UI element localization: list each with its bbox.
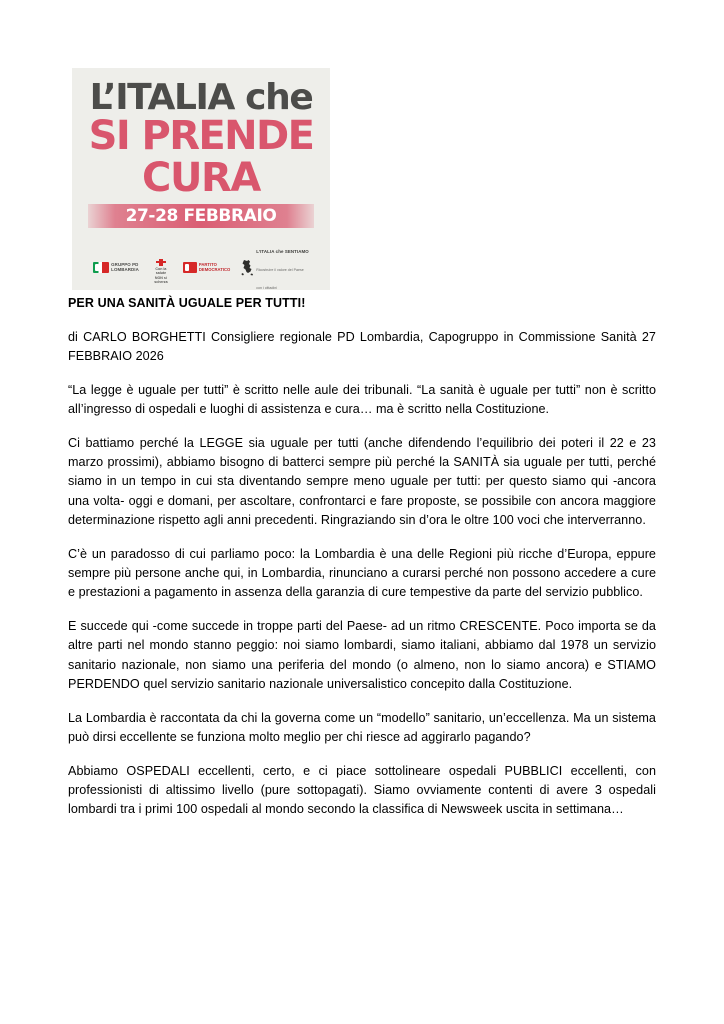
article-paragraph: La Lombardia è raccontata da chi la governa come un “modello” sanitario, un’eccellenza. Ma un sistema può dirsi eccellente se funziona molto meglio per chi riesce ad aggirarlo pagando? bbox=[68, 710, 656, 745]
poster-title-line-1 bbox=[72, 77, 330, 118]
logo-gruppo-pd-lombardia-text bbox=[111, 262, 139, 273]
poster-title-italia: L’ITALIA bbox=[89, 77, 235, 118]
poster-canvas bbox=[72, 68, 330, 290]
pd-red-logo-icon bbox=[183, 262, 197, 273]
campaign-poster-image bbox=[72, 68, 330, 290]
logo-line-1: PARTITO bbox=[198, 261, 217, 267]
article-paragraph: “La legge è uguale per tutti” è scritto nelle aule dei tribunali. “La sanità è uguale per tutti” non è scritto all’ingresso di ospedali e luoghi di assistenza e cura… ma è scritto nella Costituzione. bbox=[68, 382, 656, 417]
article-paragraph: Ci battiamo perché la LEGGE sia uguale per tutti (anche difendendo l’equilibrio dei poteri il 22 e 23 marzo prossimi), abbiamo bisogno di batterci sempre più perché la SANITÀ sia uguale per tutti, perché siamo in un tempo in cui sta diventando sempre meno uguale per tutti: per questo siamo qui -ancora una volta- oggi e domani, per ascoltare, confrontarci e fare proposte, se possibile con ancora maggiore determinazione rispetto agli anni precedenti. Ringraziando sin d’ora le oltre 100 voci che interverranno. bbox=[68, 436, 656, 527]
article-paragraph: Abbiamo OSPEDALI eccellenti, certo, e ci piace sottolineare ospedali PUBBLICI eccellenti, con professionisti di altissimo livello (pure sottopagati). Siamo ovviamente contenti di avere 3 ospedali lombardi tra i primi 100 ospedali al mondo secondo la classifica di Newsweek uscita in settimana… bbox=[68, 764, 656, 817]
logo-italia-che-sentiamo bbox=[241, 249, 309, 290]
logo-line-2: LOMBARDIA bbox=[111, 267, 139, 272]
article-body bbox=[68, 296, 656, 820]
logo-line-3: con i cittadini bbox=[256, 286, 278, 290]
logo-line-2: DEMOCRATICO bbox=[198, 267, 231, 272]
cross-glyph bbox=[159, 259, 163, 266]
poster-title-che: che bbox=[245, 77, 313, 118]
poster-logo-strip bbox=[82, 249, 320, 290]
italy-map-icon bbox=[241, 259, 254, 276]
logo-italia-che-sentiamo-text bbox=[256, 240, 309, 290]
logo-line-1: L’ITALIA che SENTIAMO bbox=[256, 249, 309, 254]
poster-title-line-2: SI PRENDE bbox=[88, 113, 314, 159]
logo-gruppo-pd-lombardia bbox=[93, 256, 139, 278]
article-paragraph: C’è un paradosso di cui parliamo poco: la Lombardia è una delle Regioni più ricche d’Europa, eppure sempre più persone anche qui, in Lombardia, rinunciano a curarsi perché non possono accedere a cure e prestazioni a pagamento in assenza della garanzia di cure tempestive da parte del servizio pubblico. bbox=[68, 546, 656, 600]
logo-line-1: Con la salute bbox=[155, 267, 167, 276]
article-paragraph: E succede qui -come succede in troppe parti del Paese- ad un ritmo CRESCENTE. Poco importa se da altre parti nel mondo stanno peggio: noi siamo lombardi, siamo italiani, abbiamo dal 1978 un servizio sanitario nazionale, non siamo una periferia del mondo (o almeno, non lo siamo ancora) e STIAMO PERDENDO quel servizio sanitario nazionale universalistico concepito dalla Costituzione. bbox=[68, 619, 656, 691]
poster-date-text: 27-28 FEBBRAIO bbox=[125, 206, 277, 226]
poster-date-banner bbox=[88, 204, 314, 228]
logo-partito-democratico bbox=[183, 256, 230, 278]
article-byline: di CARLO BORGHETTI Consigliere regionale PD Lombardia, Capogruppo in Commissione Sanità 27 FEBBRAIO 2026 bbox=[68, 329, 656, 363]
logo-con-la-salute-text bbox=[150, 267, 172, 285]
article-headline: PER UNA SANITÀ UGUALE PER TUTTI! bbox=[68, 296, 306, 310]
logo-line-2: Ricostruire il valore del Paese bbox=[256, 268, 304, 272]
medical-cross-icon bbox=[150, 259, 172, 285]
poster-title-line-3: CURA bbox=[142, 155, 260, 201]
logo-line-1: GRUPPO PD bbox=[111, 261, 139, 267]
logo-line-2: NON si scherza bbox=[154, 275, 168, 285]
logo-partito-democratico-text bbox=[199, 262, 230, 272]
pd-logo-icon bbox=[93, 262, 109, 273]
logo-con-la-salute-non-si-scherza bbox=[150, 256, 172, 285]
